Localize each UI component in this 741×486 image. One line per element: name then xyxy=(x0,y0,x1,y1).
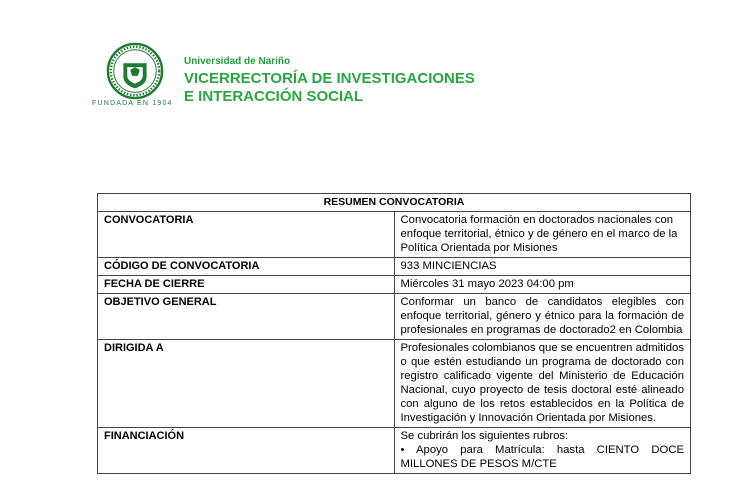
summary-title: RESUMEN CONVOCATORIA xyxy=(98,194,691,212)
table-row xyxy=(98,276,691,294)
university-seal-icon xyxy=(106,42,164,100)
row-value-objetivo: Conformar un banco de candidatos elegibles con enfoque territorial, género y étnico para la formación de profesionales en programas de doctorado2 en Colombia xyxy=(394,294,691,340)
vicerrectoria-title-line1: VICERRECTORÍA DE INVESTIGACIONES xyxy=(184,70,475,87)
university-name: Universidad de Nariño xyxy=(184,56,291,67)
row-label-dirigida: DIRIGIDA A xyxy=(98,340,395,428)
vicerrectoria-title-line2: E INTERACCIÓN SOCIAL xyxy=(184,88,364,105)
document-header xyxy=(92,40,512,116)
row-label-financiacion: FINANCIACIÓN xyxy=(98,428,395,474)
table-row xyxy=(98,294,691,340)
table-row xyxy=(98,340,691,428)
financiacion-intro: Se cubrirán los siguientes rubros: xyxy=(400,430,569,442)
row-label-fecha-cierre: FECHA DE CIERRE xyxy=(98,276,395,294)
table-row xyxy=(98,212,691,258)
row-value-dirigida: Profesionales colombianos que se encuentren admitidos o que estén estudiando un programa de doctorado con registro calificado vigente del Ministerio de Educación Nacional, cuyo proyecto de tesis doctoral esté alineado con alguno de los retos establecidos en la Política de Investigación y Innovación Orientada por Misiones. xyxy=(394,340,691,428)
summary-table xyxy=(97,193,691,474)
row-label-objetivo: OBJETIVO GENERAL xyxy=(98,294,395,340)
row-value-convocatoria: Convocatoria formación en doctorados nacionales con enfoque territorial, étnico y de género en el marco de la Política Orientada por Misiones xyxy=(394,212,691,258)
row-label-convocatoria: CONVOCATORIA xyxy=(98,212,395,258)
table-row xyxy=(98,428,691,474)
table-row xyxy=(98,258,691,276)
row-label-codigo: CÓDIGO DE CONVOCATORIA xyxy=(98,258,395,276)
row-value-fecha-cierre: Miércoles 31 mayo 2023 04:00 pm xyxy=(394,276,691,294)
founded-text: FUNDADA EN 1904 xyxy=(92,100,173,107)
row-value-financiacion xyxy=(394,428,691,474)
summary-title-row xyxy=(98,194,691,212)
financiacion-bullet: • Apoyo para Matrícula: hasta CIENTO DOCE MILLONES DE PESOS M/CTE xyxy=(400,444,684,470)
row-value-codigo: 933 MINCIENCIAS xyxy=(394,258,691,276)
